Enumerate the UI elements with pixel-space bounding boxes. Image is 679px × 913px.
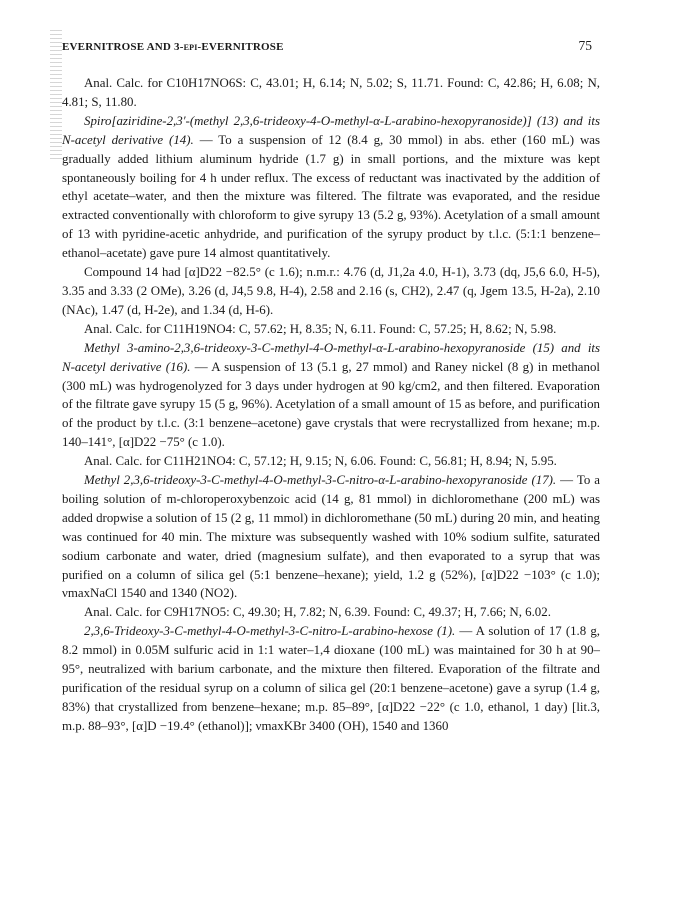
paragraph-compound-13-14: [62, 112, 600, 263]
paragraph-analysis-12: Anal. Calc. for C10H17NO6S: C, 43.01; H, 6.14; N, 5.02; S, 11.71. Found: C, 42.86; H, 6.08; N, 4.81; S, 11.80.: [62, 76, 600, 109]
page-number: 75: [578, 38, 592, 53]
paragraph-analysis-17: Anal. Calc. for C9H17NO5: C, 49.30; H, 7.82; N, 6.39. Found: C, 49.37; H, 7.66; N, 6.02.: [84, 605, 551, 620]
scan-edge-artifact: [50, 30, 62, 160]
paragraph-analysis-16: Anal. Calc. for C11H21NO4: C, 57.12; H, 9.15; N, 6.06. Found: C, 56.81; H, 8.94; N, 5.95.: [84, 454, 557, 469]
compound-title-17: Methyl 2,3,6-trideoxy-3-C-methyl-4-O-methyl-3-C-nitro-α-L-arabino-hexopyranoside (17).: [84, 473, 557, 488]
compound-title-15-16: Methyl 3-amino-2,3,6-trideoxy-3-C-methyl-4-O-methyl-α-L-arabino-hexopyranoside (15) and its N-acetyl derivative (16).: [62, 340, 600, 374]
procedure-17: — To a boiling solution of m-chloroperoxybenzoic acid (14 g, 81 mmol) in dichloromethane (200 mL) was added dropwise a solution of 15 (2 g, 11 mmol) in dichloromethane (50 mL) during 20 min, and heating was continued for 40 min. The mixture was subsequently washed with 10% sodium sulfite, saturated sodium carbonate and water, dried (magnesium sulfate), and then evaporated to a syrup that was purified on a column of silica gel (5:1 benzene–hexane); yield, 1.2 g (52%), [α]D22 −103° (c 1.0); νmaxNaCl 1540 and 1340 (NO2).: [62, 473, 601, 601]
paragraph-nmr-14: Compound 14 had [α]D22 −82.5° (c 1.6); n.m.r.: 4.76 (d, J1,2a 4.0, H-1), 3.73 (dq, J5,6 6.0, H-5), 3.35 and 3.33 (2 OMe), 3.26 (d, J4,5 9.8, H-4), 2.58 and 2.16 (s, CH2), 2.47 (q, Jgem 13.5, H-2a), 2.10 (NAc), 1.47 (d, H-2e), and 1.34 (d, H-6).: [62, 265, 600, 317]
paragraph-compound-1: [62, 622, 600, 735]
procedure-1: — A solution of 17 (1.8 g, 8.2 mmol) in 0.05M sulfuric acid in 1:1 water–1,4 dioxane (100 mL) was maintained for 30 h at 90–95°, neutralized with barium carbonate, and the mixture then filtered. Evaporation of the filtrate and purification of the residual syrup on a column of silica gel (20:1 benzene–acetone) gave a syrup (1.4 g, 83%) that crystallized from benzene–hexane; m.p. 85–89°, [α]D22 −22° (c 1.0, ethanol, 1 day) [lit.3, m.p. 88–93°, [α]D −19.4° (ethanol)]; νmaxKBr 3400 (OH), 1540 and 1360: [62, 624, 600, 733]
page-header: [62, 38, 600, 54]
running-head: EVERNITROSE AND 3-epi-EVERNITROSE: [62, 41, 284, 53]
paragraph-compound-17: [62, 471, 600, 603]
procedure-13-14: — To a suspension of 12 (8.4 g, 30 mmol) in abs. ether (160 mL) was gradually added lithium aluminum hydride (1.7 g) in small portions, and the mixture was kept spontaneously boiling for 4 h under reflux. The excess of reductant was inactivated by the addition of ethyl acetate–water, and then the mixture was filtered. The filtrate was evaporated, and the residue extracted conventionally with chloroform to give syrupy 13 (5.2 g, 93%). Acetylation of a small amount of 13 with pyridine-acetic anhydride, and purification of the syrupy product by t.l.c. (5:1:1 benzene–ethanol–acetate) gave pure 14 almost quantitatively.: [62, 132, 600, 261]
procedure-15-16: — A suspension of 13 (5.1 g, 27 mmol) and Raney nickel (8 g) in methanol (300 mL) was hydrogenolyzed for 3 days under hydrogen at 90 kg/cm2, and then filtered. Evaporation of the filtrate gave syrupy 15 (5 g, 96%). Acetylation of a small amount of 15 as before, and purification of the product by t.l.c. (3:1 benzene–acetone) gave crystals that were recrystallized from hexane; m.p. 140–141°, [α]D22 −75° (c 1.0).: [62, 359, 600, 450]
paragraph-compound-15-16: [62, 339, 600, 452]
body-text: [62, 74, 600, 736]
document-page: [62, 38, 600, 736]
compound-title-1: 2,3,6-Trideoxy-3-C-methyl-4-O-methyl-3-C-nitro-L-arabino-hexose (1).: [84, 624, 456, 639]
compound-title-13-14: Spiro[aziridine-2,3′-(methyl 2,3,6-trideoxy-4-O-methyl-α-L-arabino-hexopyranoside)] (13) and its N-acetyl derivative (14).: [62, 113, 600, 147]
paragraph-analysis-14: Anal. Calc. for C11H19NO4: C, 57.62; H, 8.35; N, 6.11. Found: C, 57.25; H, 8.62; N, 5.98.: [84, 321, 557, 336]
